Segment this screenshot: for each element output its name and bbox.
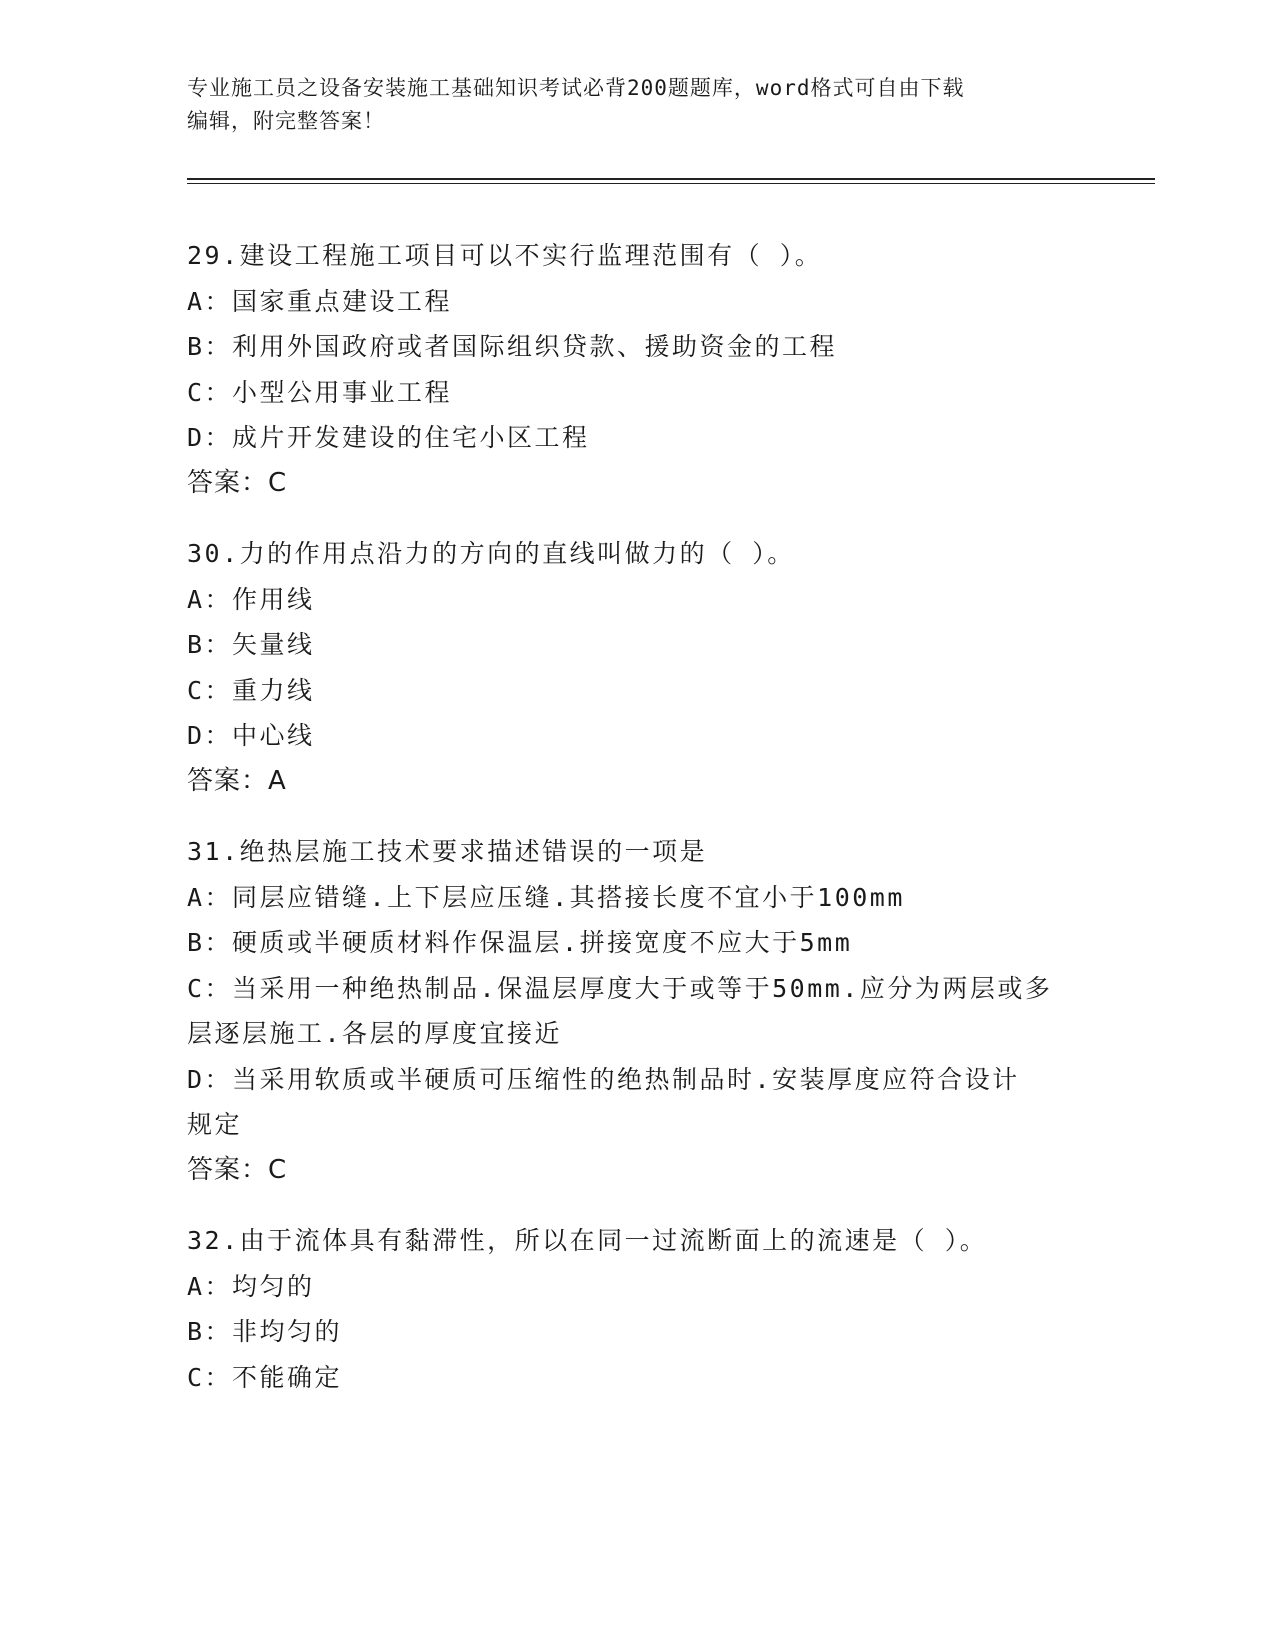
header-line-2: 编辑，附完整答案！ [187, 109, 385, 133]
answer: 答案：A [187, 765, 287, 796]
question-29 [187, 233, 1087, 506]
header-line-1: 专业施工员之设备安装施工基础知识考试必背200题题库，word格式可自由下载 [187, 76, 965, 100]
option-d: D：中心线 [187, 721, 315, 750]
question-stem: 30.力的作用点沿力的方向的直线叫做力的（ ）。 [187, 539, 795, 568]
option-a: A：同层应错缝.上下层应压缝.其搭接长度不宜小于100mm [187, 882, 905, 912]
option-c: C：小型公用事业工程 [187, 377, 453, 407]
option-b: B：硬质或半硬质材料作保温层.拼接宽度不应大于5mm [187, 928, 853, 957]
option-c: C：不能确定 [187, 1362, 343, 1392]
document-header [187, 72, 1087, 138]
question-30 [187, 531, 1087, 804]
option-c: C：当采用一种绝热制品.保温层厚度大于或等于50mm.应分为两层或多 [187, 973, 1053, 1003]
option-c: C：重力线 [187, 675, 315, 705]
option-c-continued: 层逐层施工.各层的厚度宜接近 [187, 1019, 563, 1048]
option-b: B：矢量线 [187, 630, 315, 659]
answer: 答案：C [187, 467, 288, 498]
option-a: A：均匀的 [187, 1271, 315, 1301]
question-32 [187, 1218, 1087, 1400]
option-d: D：当采用软质或半硬质可压缩性的绝热制品时.安装厚度应符合设计 [187, 1064, 1020, 1094]
option-a: A：国家重点建设工程 [187, 286, 453, 316]
header-divider-thick [187, 178, 1155, 180]
question-31 [187, 829, 1087, 1193]
option-b: B：非均匀的 [187, 1317, 343, 1346]
option-b: B：利用外国政府或者国际组织贷款、援助资金的工程 [187, 332, 838, 361]
question-list [187, 233, 1087, 1425]
answer: 答案：C [187, 1154, 288, 1185]
option-a: A：作用线 [187, 584, 315, 614]
option-d-continued: 规定 [187, 1110, 243, 1139]
option-d: D：成片开发建设的住宅小区工程 [187, 423, 590, 452]
header-divider-thin [187, 183, 1155, 184]
question-stem: 32.由于流体具有黏滞性，所以在同一过流断面上的流速是（ ）。 [187, 1226, 988, 1255]
question-stem: 31.绝热层施工技术要求描述错误的一项是 [187, 837, 708, 866]
question-stem: 29.建设工程施工项目可以不实行监理范围有（ ）。 [187, 241, 823, 270]
